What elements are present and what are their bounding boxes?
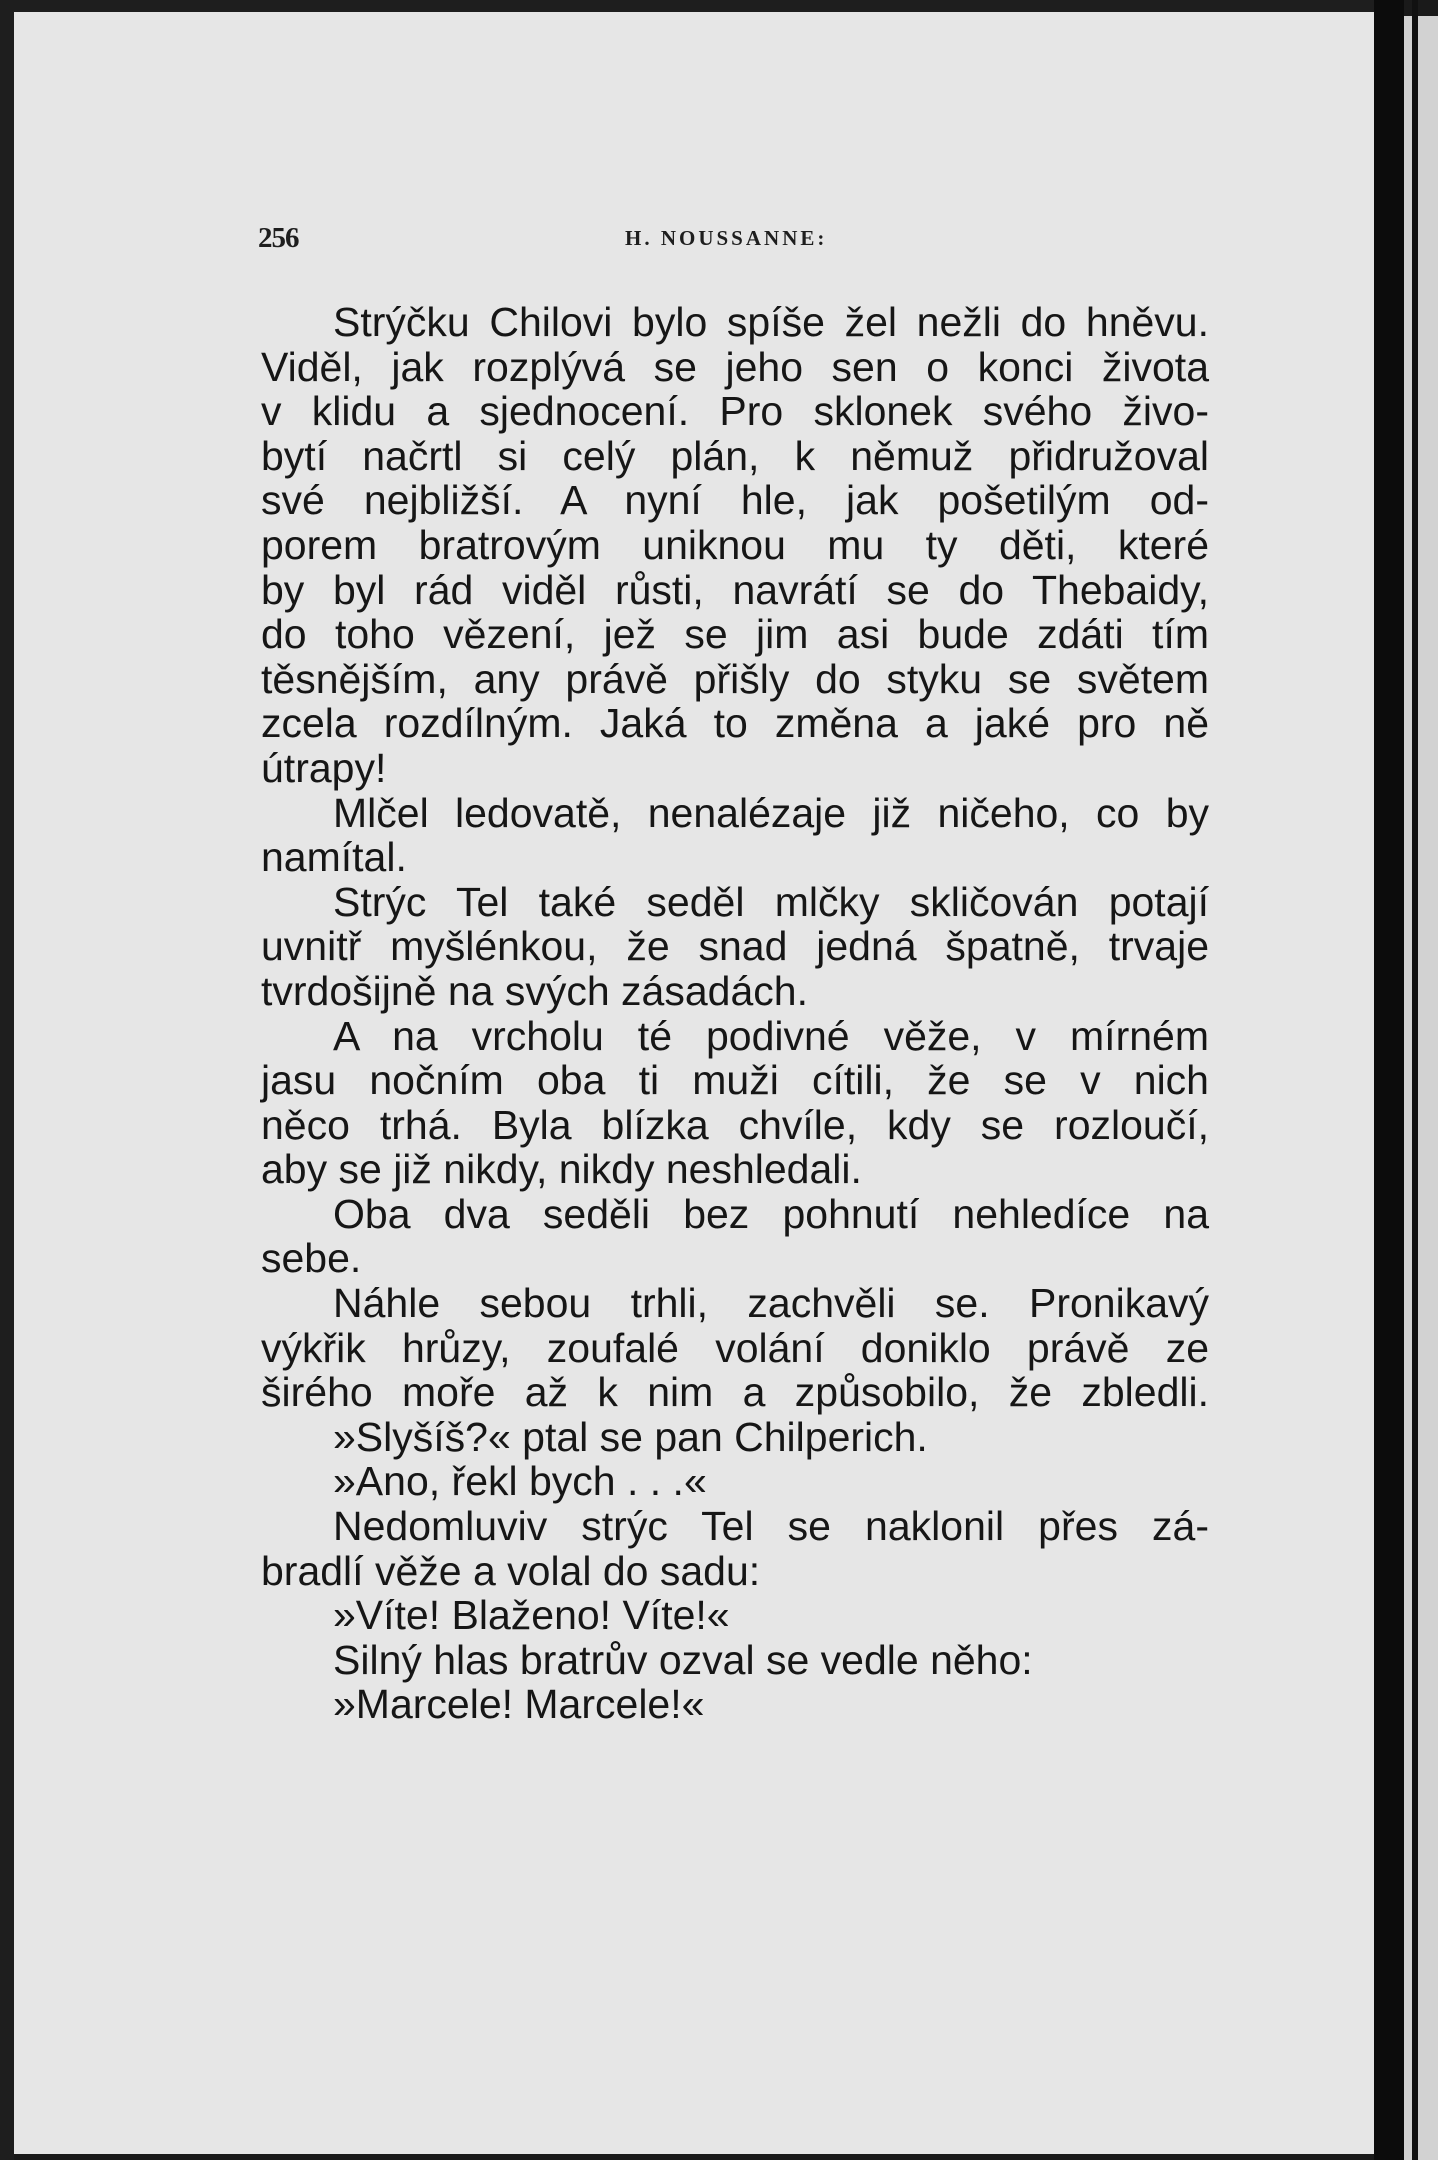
body-text xyxy=(261,300,1209,1727)
text-line: Oba dva seděli bez pohnutí nehledíce na xyxy=(333,1190,1209,1237)
text-line: Strýčku Chilovi bylo spíše žel nežli do hněvu. xyxy=(333,299,1209,345)
text-line: útrapy! xyxy=(261,744,387,791)
text-line: v klidu a sjednocení. Pro sklonek svého živo- xyxy=(261,388,1209,435)
text-line: bradlí věže a volal do sadu: xyxy=(261,1547,761,1594)
text-line: »Ano, řekl bych . . .« xyxy=(333,1458,707,1505)
text-line: širého moře až k nim a způsobilo, že zbledli. xyxy=(261,1369,1209,1416)
text-line: »Marcele! Marcele!« xyxy=(333,1681,705,1728)
text-line: aby se již nikdy, nikdy neshledali. xyxy=(261,1146,862,1193)
text-line: bytí načrtl si celý plán, k němuž přidružoval xyxy=(261,432,1209,479)
text-line: tvrdošijně na svých zásadách. xyxy=(261,967,808,1014)
page-header xyxy=(258,218,1208,254)
text-line: Mlčel ledovatě, nenalézaje již ničeho, co by xyxy=(333,789,1209,836)
text-line: Náhle sebou trhli, zachvěli se. Pronikavý xyxy=(333,1280,1209,1327)
text-line: jasu nočním oba ti muži cítili, že se v nich xyxy=(261,1057,1209,1104)
text-line: Viděl, jak rozplývá se jeho sen o konci života xyxy=(261,343,1209,390)
text-line: namítal. xyxy=(261,834,407,881)
running-head: H. NOUSSANNE: xyxy=(625,226,828,250)
text-line: něco trhá. Byla blízka chvíle, kdy se rozloučí, xyxy=(261,1101,1209,1148)
text-line: své nejbližší. A nyní hle, jak pošetilým od- xyxy=(261,477,1209,524)
text-line: A na vrcholu té podivné věže, v mírném xyxy=(333,1012,1209,1059)
text-line: by byl rád viděl růsti, navrátí se do Thebaidy, xyxy=(261,566,1209,613)
page-number: 256 xyxy=(258,222,299,254)
text-line: Strýc Tel také seděl mlčky skličován potají xyxy=(333,878,1209,925)
text-line: porem bratrovým uniknou mu ty děti, které xyxy=(261,521,1209,568)
text-line: zcela rozdílným. Jaká to změna a jaké pro ně xyxy=(261,700,1209,747)
text-line: Silný hlas bratrův ozval se vedle něho: xyxy=(333,1636,1033,1683)
adjacent-page-edge xyxy=(1404,16,1438,2160)
text-line: »Víte! Blaženo! Víte!« xyxy=(333,1592,730,1639)
text-line: sebe. xyxy=(261,1235,362,1282)
text-line: »Slyšíš?« ptal se pan Chilperich. xyxy=(333,1413,928,1460)
text-line: uvnitř myšlénkou, že snad jedná špatně, trvaje xyxy=(261,923,1209,970)
text-line: těsnějším, any právě přišly do styku se světem xyxy=(261,655,1209,702)
text-line: do toho vězení, jež se jim asi bude zdáti tím xyxy=(261,611,1209,658)
adjacent-page-shadow xyxy=(1412,0,1418,2160)
text-line: Nedomluviv strýc Tel se naklonil přes zá- xyxy=(333,1503,1209,1550)
text-line: výkřik hrůzy, zoufalé volání doniklo právě ze xyxy=(261,1324,1209,1371)
scan-left-edge xyxy=(0,0,14,2160)
book-gutter xyxy=(1374,0,1404,2160)
